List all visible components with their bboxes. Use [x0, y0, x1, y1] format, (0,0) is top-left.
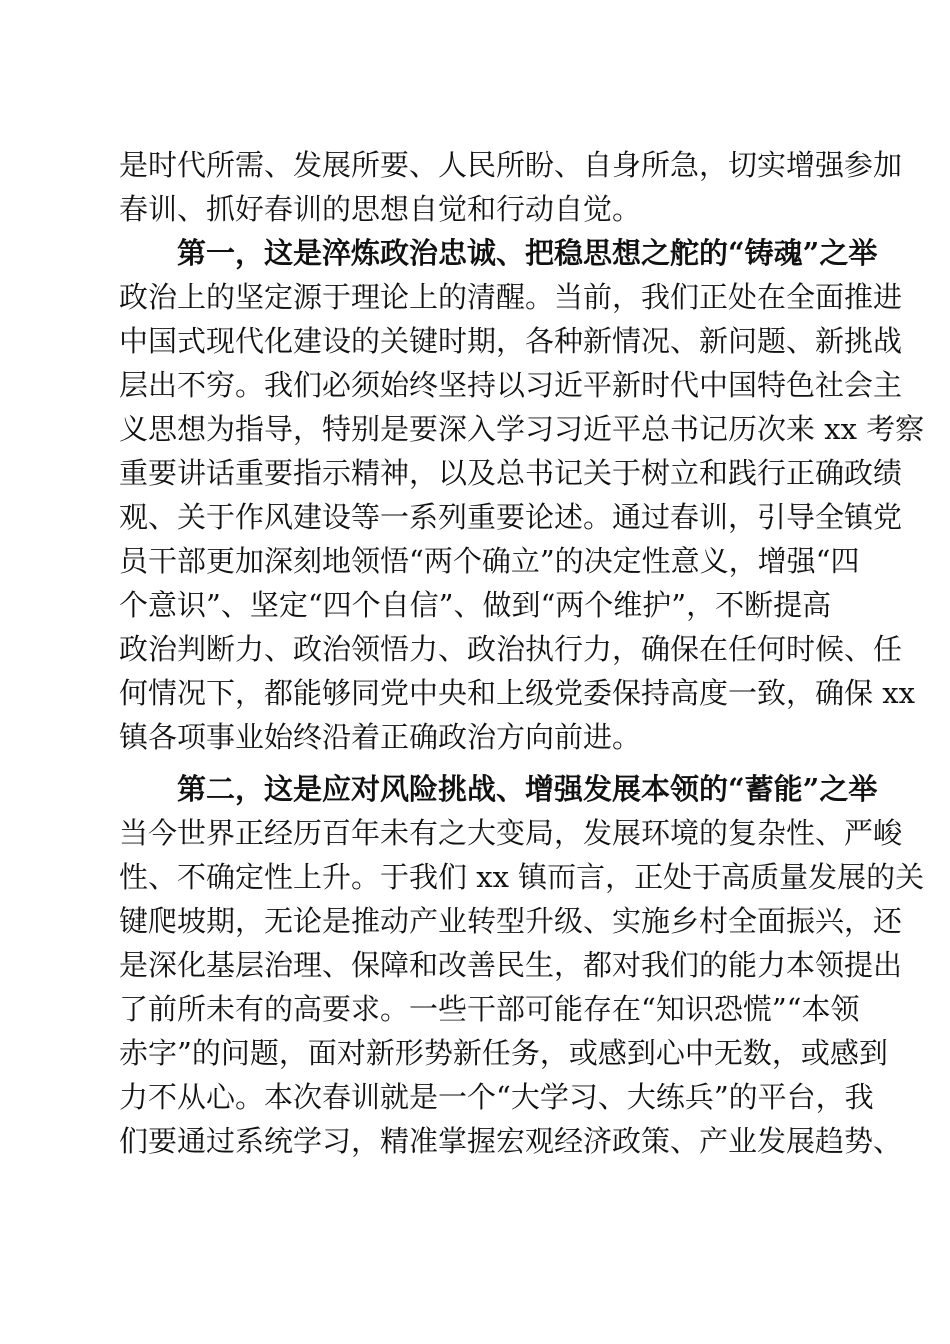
text-line: 镇各项事业始终沿着正确政治方向前进。 [119, 720, 642, 754]
text-line: 政治判断力、政治领悟力、政治执行力，确保在任何时候、任 [119, 632, 903, 666]
text-line: 当今世界正经历百年未有之大变局，发展环境的复杂性、严峻 [119, 816, 903, 850]
text-line: 们要通过系统学习，精准掌握宏观经济政策、产业发展趋势、 [119, 1124, 903, 1158]
text-line: 是时代所需、发展所要、人民所盼、自身所急，切实增强参加 [119, 148, 903, 182]
text-line: 力不从心。本次春训就是一个“大学习、大练兵”的平台，我 [119, 1080, 874, 1114]
text-line: 性、不确定性上升。于我们 xx 镇而言，正处于高质量发展的关 [119, 860, 925, 894]
text-line: 员干部更加深刻地领悟“两个确立”的决定性意义，增强“四 [119, 544, 860, 578]
text-line: 春训、抓好春训的思想自觉和行动自觉。 [119, 192, 642, 226]
text-line: 义思想为指导，特别是要深入学习习近平总书记历次来 xx 考察 [119, 412, 925, 446]
text-line: 层出不穷。我们必须始终坚持以习近平新时代中国特色社会主 [119, 368, 903, 402]
text-line: 了前所未有的高要求。一些干部可能存在“知识恐慌”“本领 [119, 992, 860, 1026]
text-line: 政治上的坚定源于理论上的清醒。当前，我们正处在全面推进 [119, 280, 903, 314]
section-heading-2: 第二，这是应对风险挑战、增强发展本领的“蓄能”之举 [177, 772, 878, 806]
text-line: 键爬坡期，无论是推动产业转型升级、实施乡村全面振兴，还 [119, 904, 903, 938]
text-line: 个意识”、坚定“四个自信”、做到“两个维护”，不断提高 [119, 588, 832, 622]
text-line: 是深化基层治理、保障和改善民生，都对我们的能力本领提出 [119, 948, 903, 982]
text-line: 观、关于作风建设等一系列重要论述。通过春训，引导全镇党 [119, 500, 903, 534]
text-line: 重要讲话重要指示精神，以及总书记关于树立和践行正确政绩 [119, 456, 903, 490]
section-heading-1: 第一，这是淬炼政治忠诚、把稳思想之舵的“铸魂”之举 [177, 236, 878, 270]
text-line: 中国式现代化建设的关键时期，各种新情况、新问题、新挑战 [119, 324, 903, 358]
text-line: 赤字”的问题，面对新形势新任务，或感到心中无数，或感到 [119, 1036, 888, 1070]
text-line: 何情况下，都能够同党中央和上级党委保持高度一致，确保 xx [119, 676, 915, 710]
